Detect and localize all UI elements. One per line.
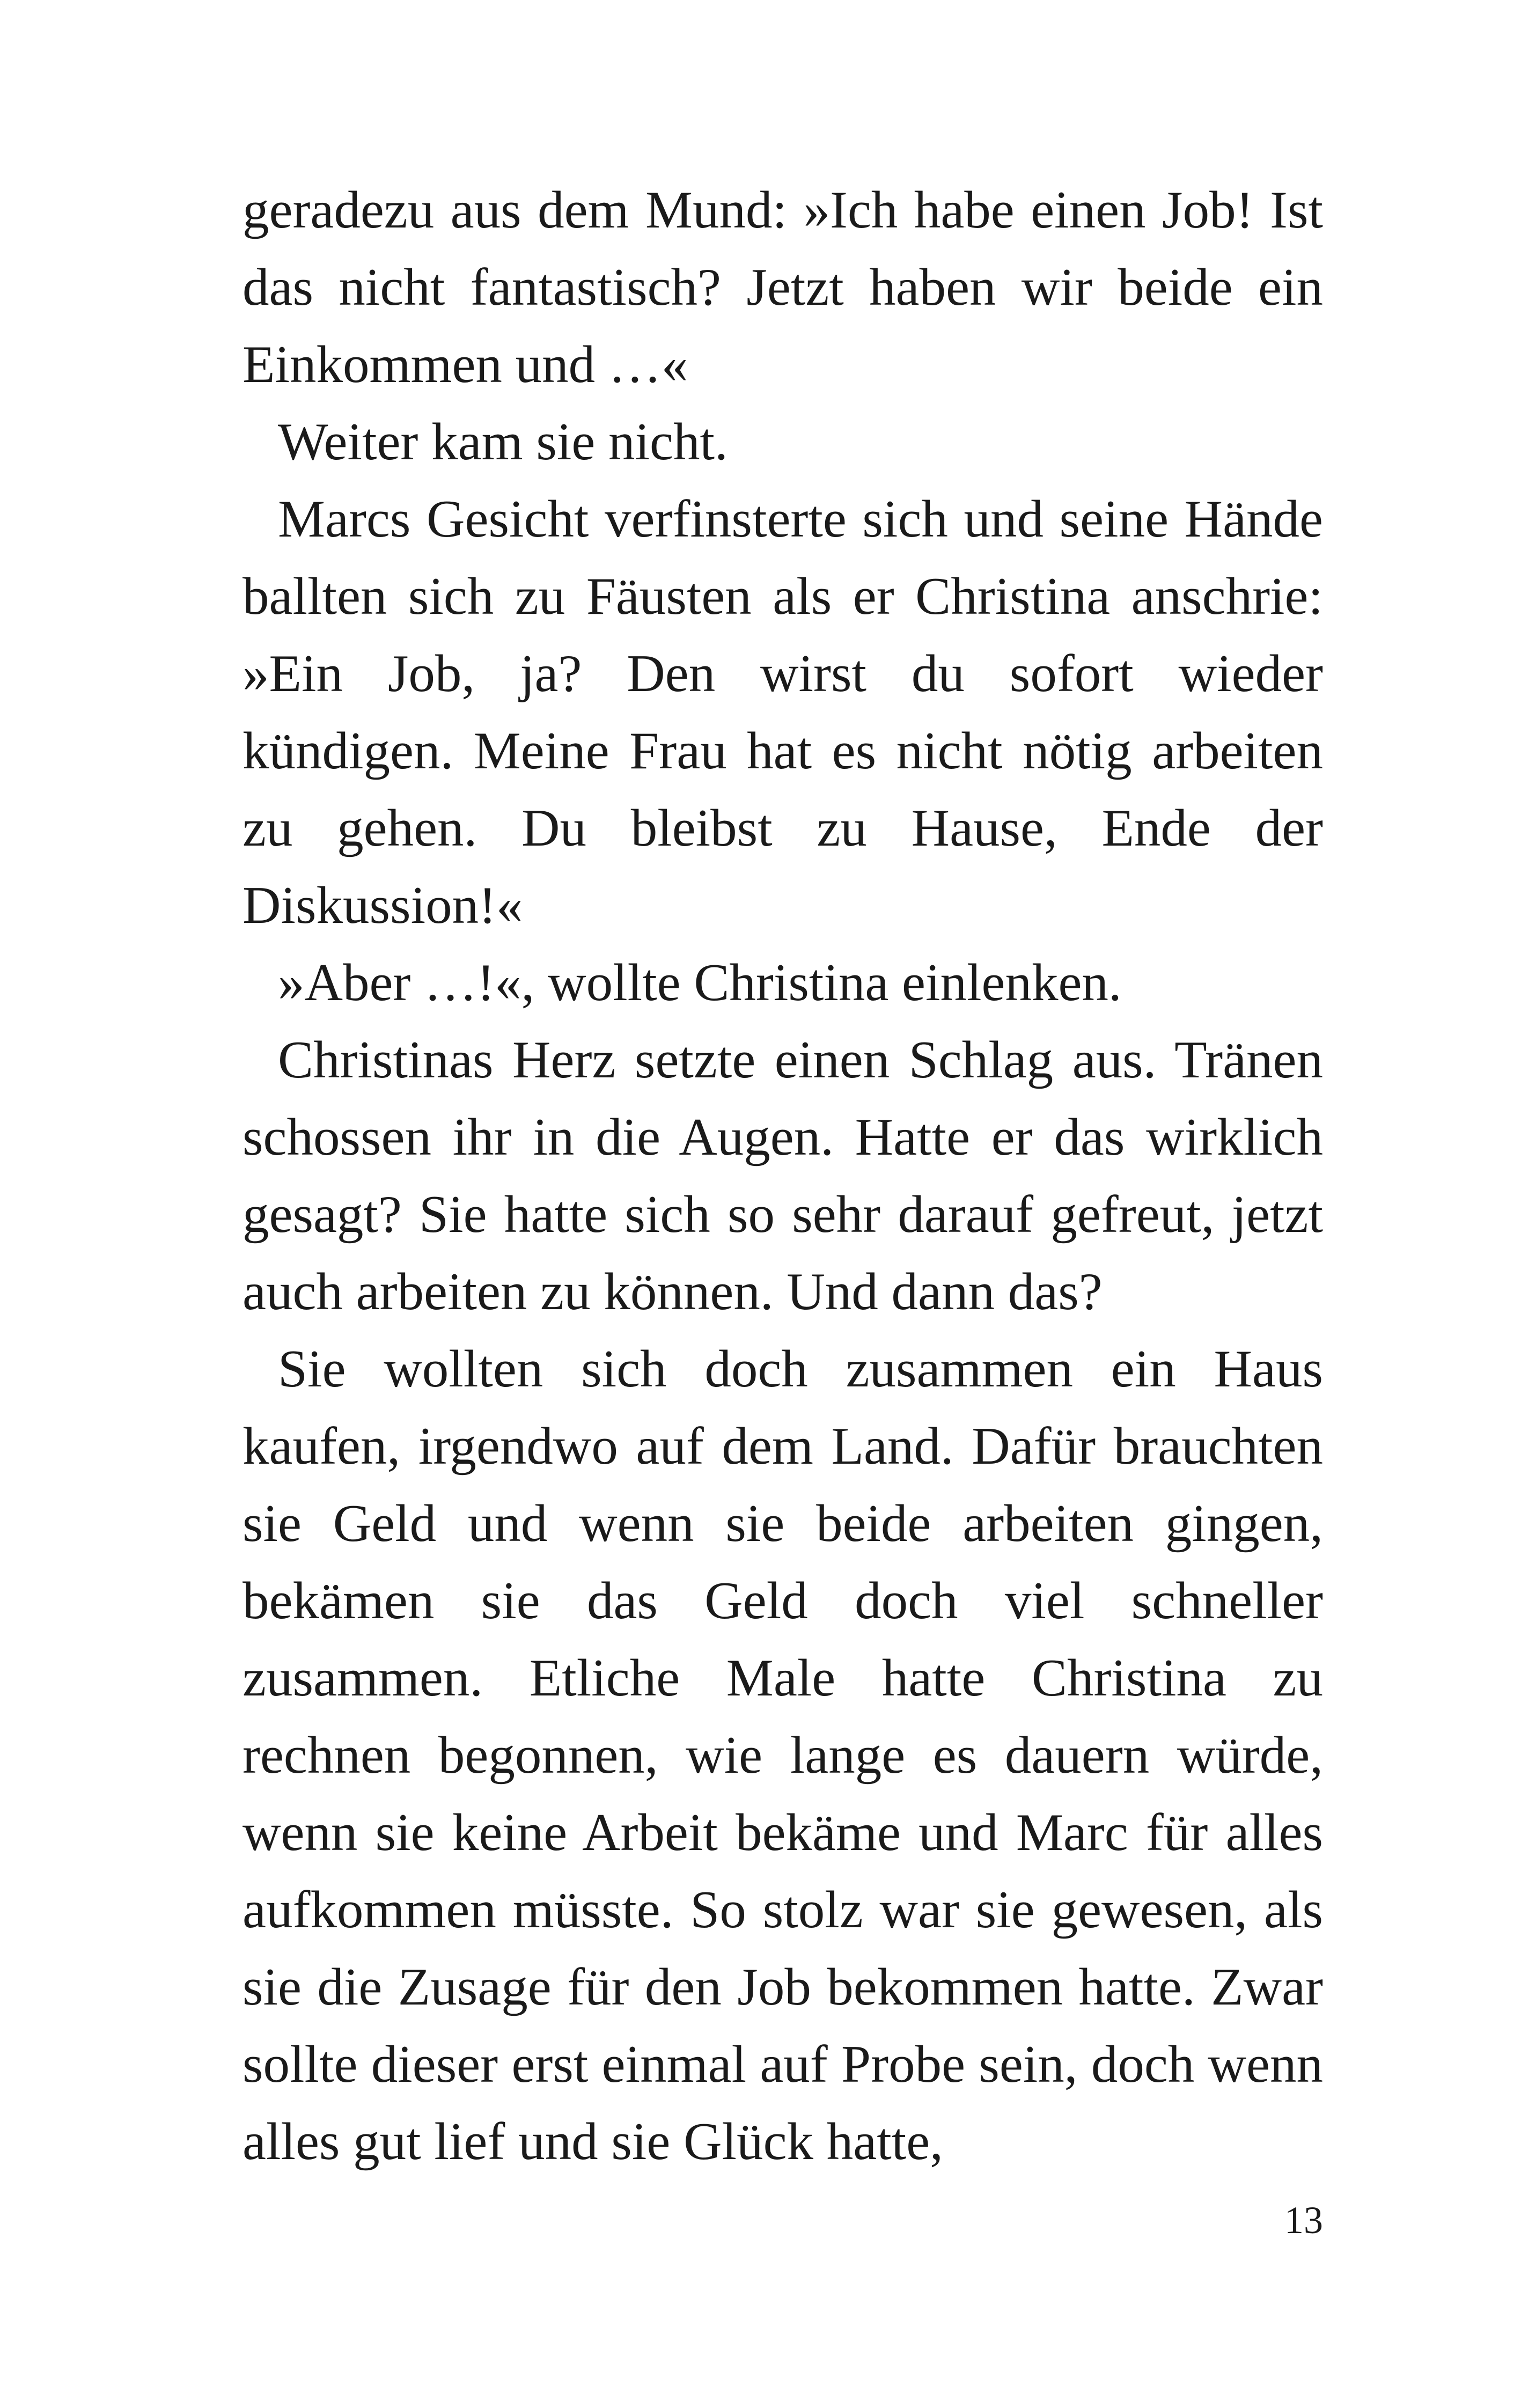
body-text <box>243 172 1323 2181</box>
paragraph: Christinas Herz setzte einen Schlag aus. Tränen schossen ihr in die Augen. Hatte er das wirklich gesagt? Sie hatte sich so sehr darauf gefreut, jetzt auch arbeiten zu können. Und dann das? <box>243 1031 1323 1321</box>
paragraph: »Aber …!«, wollte Christina einlenken. <box>278 953 1122 1012</box>
paragraph-continuation: geradezu aus dem Mund: »Ich habe einen Job! Ist das nicht fantastisch? Jetzt haben wir beide ein Einkommen und …« <box>243 181 1323 394</box>
paragraph: Marcs Gesicht verfinsterte sich und seine Hände ballten sich zu Fäusten als er Christina anschrie: »Ein Job, ja? Den wirst du sofort wieder kündigen. Meine Frau hat es nicht nötig arbeiten zu gehen. Du bleibst zu Hause, Ende der Diskussion!« <box>243 490 1323 935</box>
page-number: 13 <box>1284 2199 1323 2242</box>
paragraph: Weiter kam sie nicht. <box>278 413 728 471</box>
paragraph: Sie wollten sich doch zusammen ein Haus kaufen, irgendwo auf dem Land. Dafür brauchten sie Geld und wenn sie beide arbeiten gingen, bekämen sie das Geld doch viel schneller zusammen. Etliche Male hatte Christina zu rechnen begonnen, wie lange es dauern würde, wenn sie keine Arbeit bekäme und Marc für alles aufkommen müsste. So stolz war sie gewesen, als sie die Zusage für den Job bekommen hatte. Zwar sollte dieser erst einmal auf Probe sein, doch wenn alles gut lief und sie Glück hatte, <box>243 1340 1323 2171</box>
